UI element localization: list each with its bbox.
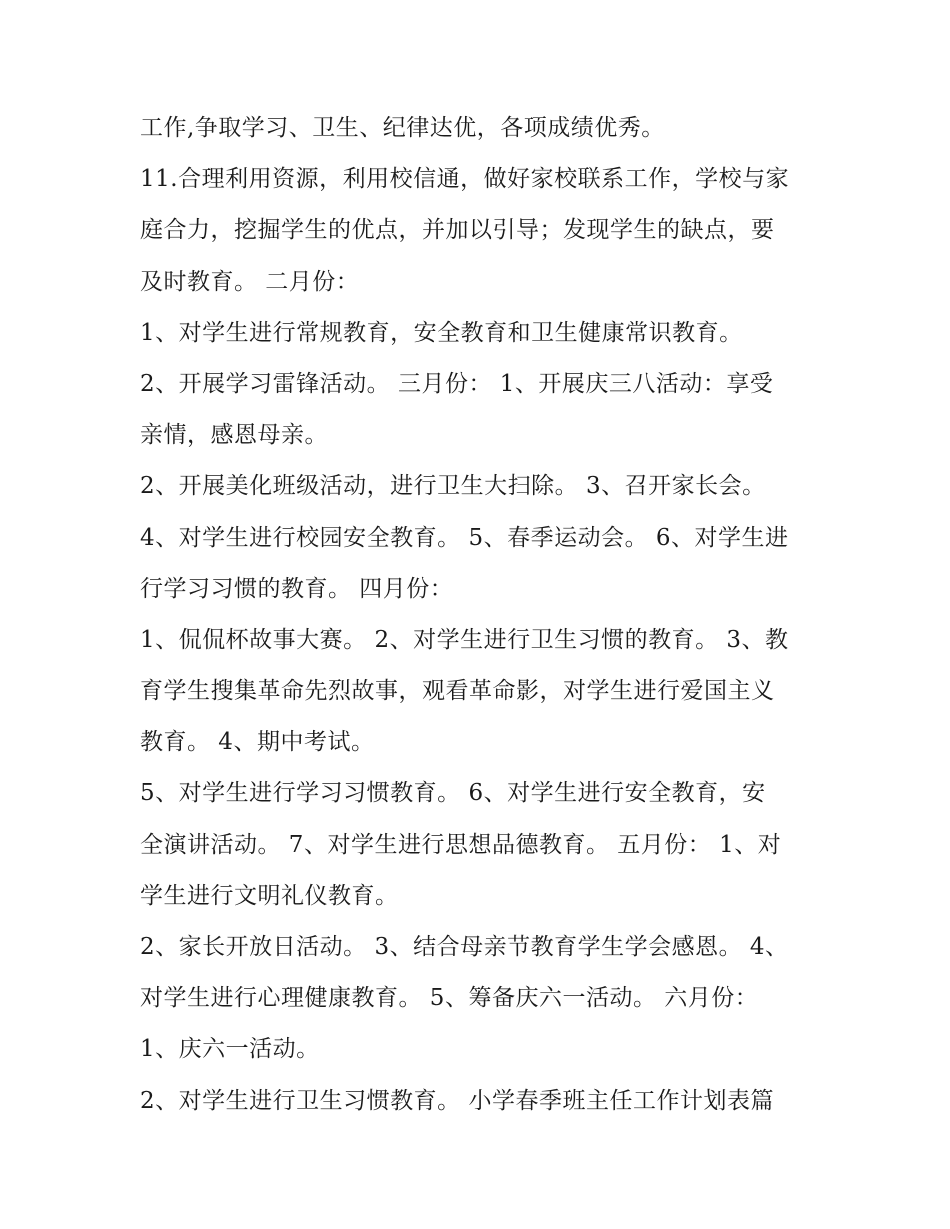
text-line-2: 11.合理利用资源，利用校信通，做好家校联系工作，学校与家	[140, 166, 790, 193]
text-line-17: 2、家长开放日活动。 3、结合母亲节教育学生学会感恩。 4、	[140, 934, 789, 960]
text-line-7: 亲情，感恩母亲。	[140, 422, 328, 449]
text-line-1: 工作,争取学习、卫生、纪律达优，各项成绩优秀。	[140, 115, 665, 141]
text-line-5: 1、对学生进行常规教育，安全教育和卫生健康常识教育。	[140, 319, 743, 346]
text-line-14: 5、对学生进行学习习惯教育。 6、对学生进行安全教育，安	[140, 780, 766, 807]
text-line-4: 及时教育。 二月份：	[140, 268, 360, 295]
text-line-13: 教育。 4、期中考试。	[140, 729, 375, 756]
text-line-8: 2、开展美化班级活动，进行卫生大扫除。 3、召开家长会。	[140, 473, 766, 500]
text-line-12: 育学生搜集革命先烈故事，观看革命影，对学生进行爱国主义	[140, 678, 775, 705]
text-line-19: 1、庆六一活动。	[140, 1036, 320, 1063]
text-line-9: 4、对学生进行校园安全教育。 5、春季运动会。 6、对学生进	[140, 524, 789, 551]
text-line-15: 全演讲活动。 7、对学生进行思想品德教育。 五月份： 1、对	[140, 831, 782, 858]
document-body	[140, 103, 820, 1127]
text-line-20: 2、对学生进行卫生习惯教育。 小学春季班主任工作计划表篇	[140, 1087, 774, 1114]
text-line-11: 1、侃侃杯故事大赛。 2、对学生进行卫生习惯的教育。 3、教	[140, 626, 789, 653]
text-line-18: 对学生进行心理健康教育。 5、筹备庆六一活动。 六月份：	[140, 985, 759, 1012]
text-line-3: 庭合力，挖掘学生的优点，并加以引导；发现学生的缺点，要	[140, 217, 775, 244]
text-line-16: 学生进行文明礼仪教育。	[140, 882, 399, 909]
text-line-6: 2、开展学习雷锋活动。 三月份： 1、开展庆三八活动：享受	[140, 370, 774, 397]
text-line-10: 行学习习惯的教育。 四月份：	[140, 575, 454, 602]
